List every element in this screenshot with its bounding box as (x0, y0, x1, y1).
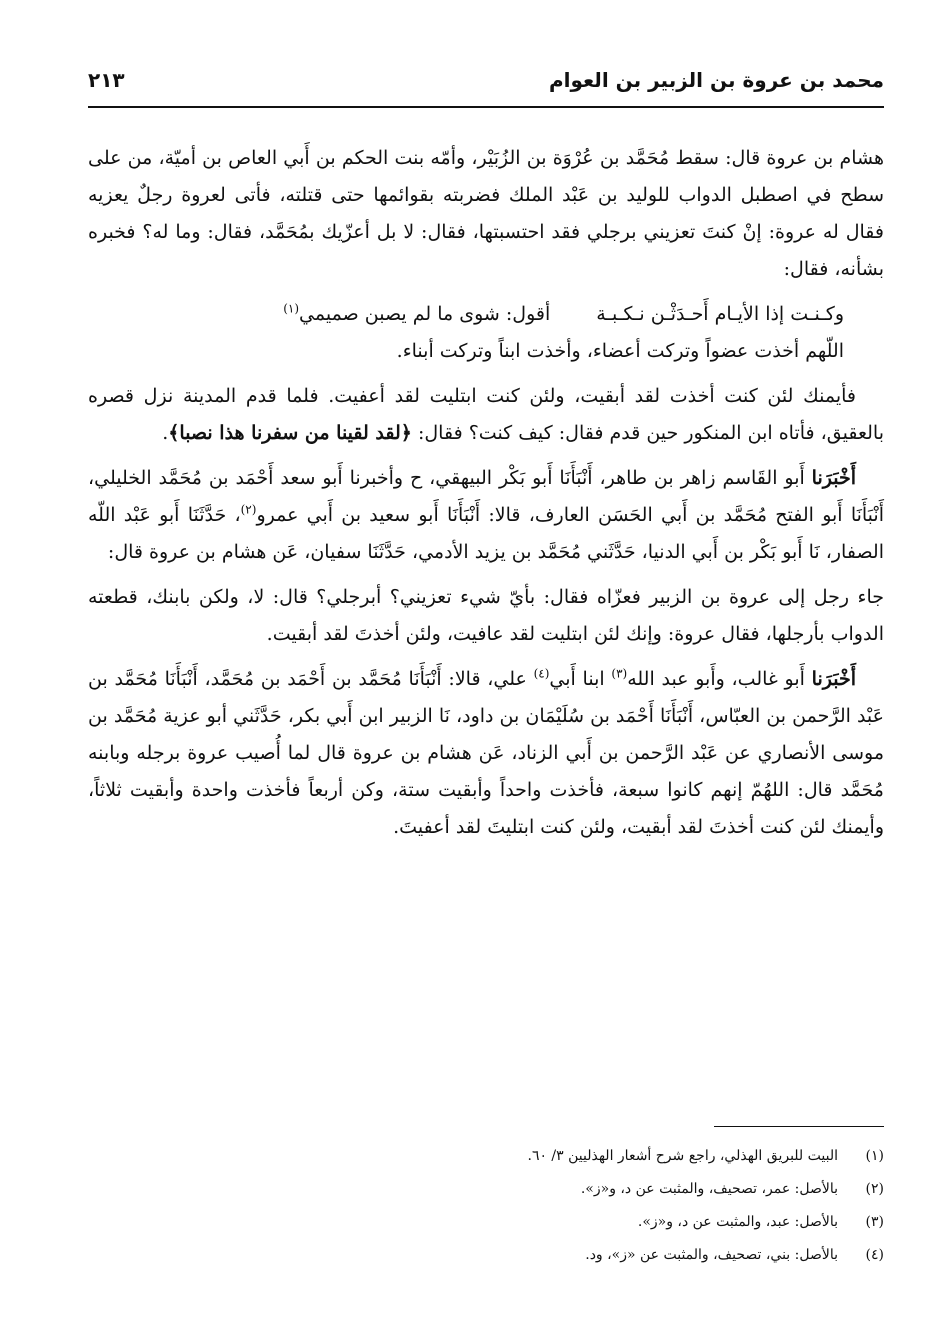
footnote-ref-4: (٤) (533, 666, 550, 681)
header-rule (88, 106, 884, 108)
page-number: ٢١٣ (88, 68, 125, 92)
isnad-lead-word-2: أَخْبَرَنا (811, 668, 856, 690)
paragraph-5-text-b: ابنا أَبي (549, 668, 612, 690)
poem-verse (88, 296, 844, 333)
footnote-text: بالأصل: عبد، والمثبت عن د، و«ز». (637, 1214, 838, 1230)
footnote-number: (٢) (865, 1181, 884, 1197)
footnote-number: (٤) (865, 1247, 884, 1263)
paragraph-5 (88, 661, 884, 846)
paragraph-3-text-a: أَبو القَاسم زاهر بن طاهر، أَنْبَأَنَا أَبو بَكْر البيهقي، ح وأخبرنا أَبو سعد أَحْمَد بن مُحَمَّد الخليلي، أَنْبَأَنَا أَبو الفتح مُحَمَّد بن أَبي الحَسَن العارف، قالا: أَنْبَأَنَا أَبو سعيد بن أَبي عمرو (88, 467, 884, 526)
quran-quote: ﴿لقد لقينا من سفرنا هذا نصبا﴾ (168, 422, 412, 444)
footnote-number: (١) (865, 1148, 884, 1164)
paragraph-4: جاء رجل إلى عروة بن الزبير فعزّاه فقال: بأيّ شيء تعزيني؟ أبرجلي؟ قال: لا، ولكن بابنك، قطعته الدواب بأرجلها، فقال عروة: وإنك لئن ابتليت لقد عافيت، ولئن أخذتَ لقد أبقيت. (88, 586, 884, 645)
footnote-text: بالأصل: عمر، تصحيف، والمثبت عن د، و«ز». (580, 1181, 838, 1197)
page-header (88, 62, 884, 98)
footnote-ref-1: (١) (283, 301, 300, 316)
footnote-item (88, 1140, 884, 1173)
footnote-item (88, 1239, 884, 1272)
footnote-number: (٣) (865, 1214, 884, 1230)
running-title: محمد بن عروة بن الزبير بن العوام (548, 68, 884, 92)
paragraph-3-text-b: ، حَدَّثَنَا أَبو عَبْد اللّه الصفار، نَا أَبو بَكْر بن أَبي الدنيا، حَدَّثَني مُحَمَّد بن يزيد الأدمي، حَدَّثَنَا سفيان، عَن هشام بن عروة قال: (88, 504, 884, 563)
footnote-ref-2: (٢) (240, 502, 257, 517)
poem-hemistich-first: وكـنـت إذا الأيـام أَحـدَثْـن نـكـبـة (596, 303, 844, 325)
isnad-lead-word: أَخْبَرَنا (811, 467, 856, 489)
paragraph-5-text-a: أَبو غالب، وأَبو عبد الله (627, 668, 812, 690)
poem-prose-line: اللّهم أخذت عضواً وتركت أعضاء، وأخذت ابناً وتركت أبناء. (396, 340, 844, 362)
footnote-text: البيت للبريق الهذلي، راجع شرح أشعار الهذليين ٣/ ٦٠. (527, 1148, 838, 1164)
poem-block (88, 296, 844, 370)
footnote-item (88, 1206, 884, 1239)
poem-hemistich-second-text: أقول: شوى ما لم يصبن صميمي (299, 303, 551, 325)
paragraph-2-end: . (162, 422, 169, 444)
main-text (88, 140, 884, 854)
paragraph-2 (88, 378, 884, 452)
paragraph-3 (88, 460, 884, 571)
paragraph-2-start: فأيمنك لئن كنت أخذت لقد أبقيت، ولئن كنت ابتليت لقد أعفيت. فلما قدم المدينة نزل قصره بالعقيق، فأتاه ابن المنكور حين قدم فقال: كيف كنت؟ فقال: (88, 385, 884, 444)
footnote-item (88, 1173, 884, 1206)
footnotes (88, 1140, 884, 1272)
poem-hemistich-second (283, 296, 550, 333)
footnote-text: بالأصل: بني، تصحيف، والمثبت عن «ز»، ود. (585, 1247, 838, 1263)
paragraph-5-text-c: علي، قالا: أَنْبَأَنَا مُحَمَّد بن أَحْمَد بن مُحَمَّد، أَنْبَأَنَا مُحَمَّد بن عَبْد الرَّحمن بن العبّاس، أَنْبَأَنَا أَحْمَد بن سُلَيْمَان بن داود، نَا الزبير ابن أَبي بكر، حَدَّثَني أبو عزية مُحَمَّد بن موسى الأنصاري عن عَبْد الرَّحمن بن أَبي الزناد، عَن هشام بن عروة قال لما أُصيب عروة برجله وبابنه مُحَمَّد قال: اللهُمّ إنهم كانوا سبعة، فأخذت واحداً وأبقيت ستة، وكن أربعاً فأخذت واحدة وأبقيت ثلاثاً، وأيمنك لئن كنت أخذتَ لقد أبقيت، ولئن كنت ابتليتَ لقد أعفيتَ. (88, 668, 884, 838)
footnote-ref-3: (٣) (611, 666, 628, 681)
paragraph-1: هشام بن عروة قال: سقط مُحَمَّد بن عُرْوَة بن الزُبَيْر، وأمّه بنت الحكم بن أَبي العاص بن أميّة، من على سطح في اصطبل الدواب للوليد بن عَبْد الملك فضربته بقوائمها حتى قتلته، فأتى لعروة رجلٌ يعزيه فقال له عروة: إنْ كنتَ تعزيني برجلي فقد احتسبتها، فقال: لا بل أعزّيك بمُحَمَّد، فقال: وما له؟ فخبره بشأنه، فقال: (88, 147, 884, 280)
footnote-separator (714, 1126, 884, 1127)
